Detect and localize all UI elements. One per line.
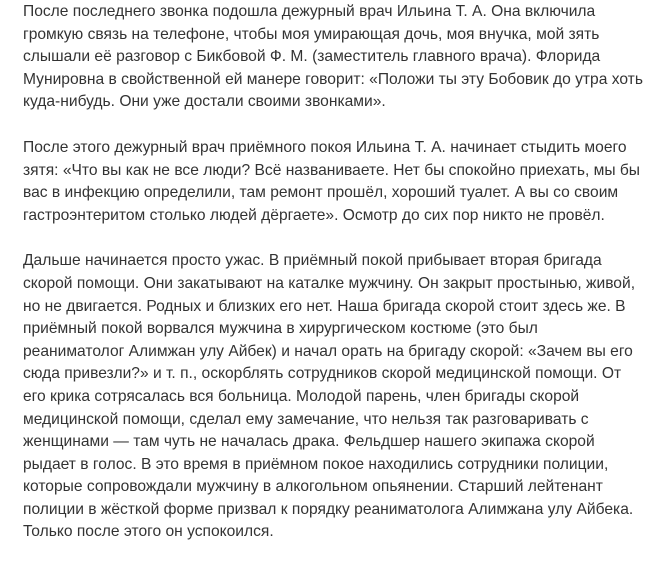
text-line: женщинами — там чуть не началась драка. Фельдшер нашего экипажа скорой [23, 433, 595, 451]
text-line: рыдает в голос. В это время в приёмном покое находились сотрудники полиции, [23, 455, 609, 473]
text-line: После этого дежурный врач приёмного покоя Ильина Т. А. начинает стыдить моего [23, 138, 627, 156]
text-line: медицинской помощи, сделал ему замечание, что нельзя так разговаривать с [23, 410, 589, 428]
text-line: реаниматолог Алимжан улу Айбек) и начал орать на бригаду скорой: «Зачем вы его [23, 342, 633, 360]
text-line: После последнего звонка подошла дежурный врач Ильина Т. А. Она включила [23, 3, 596, 20]
paragraph-3 [23, 250, 643, 544]
text-line: Мунировна в свойственной ей манере говорит: «Положи ты эту Бобовик до утра хоть [23, 70, 643, 88]
text-line: но не двигается. Родных и близких его нет. Наша бригада скорой стоит здесь же. В [23, 297, 626, 315]
text-line: зятя: «Что вы как не все люди? Всё названиваете. Нет бы спокойно приехать, мы бы [23, 161, 641, 179]
text-line: громкую связь на телефоне, чтобы моя умирающая дочь, моя внучка, мой зять [23, 25, 600, 43]
text-line: полиции в жёсткой форме призвал к порядку реаниматолога Алимжана улу Айбека. [23, 500, 634, 518]
text-line: куда-нибудь. Они уже достали своими звонками». [23, 93, 386, 111]
paragraph-2 [23, 137, 643, 227]
text-line: Дальше начинается просто ужас. В приёмный покой прибывает вторая бригада [23, 252, 602, 270]
article-body [23, 1, 643, 567]
text-line: гастроэнтеритом столько людей дёргаете». Осмотр до сих пор никто не провёл. [23, 206, 605, 224]
text-line: его крика сотрясалась вся больница. Молодой парень, член бригады скорой [23, 387, 580, 405]
text-line: Только после этого он успокоился. [23, 523, 274, 541]
text-line: приёмный покой ворвался мужчина в хирургическом костюме (это был [23, 320, 538, 338]
text-line: которые сопровождали мужчину в алкогольном опьянении. Старший лейтенант [23, 478, 603, 496]
text-line: слышали её разговор с Бикбовой Ф. М. (заместитель главного врача). Флорида [23, 48, 601, 66]
paragraph-1 [23, 1, 643, 114]
text-line: сюда привезли?» и т. п., оскорблять сотрудников скорой медицинской помощи. От [23, 365, 622, 383]
text-line: вас в инфекцию определили, там ремонт прошёл, хороший туалет. А вы со своим [23, 184, 619, 202]
text-line: скорой помощи. Они закатывают на каталке мужчину. Он закрыт простынью, живой, [23, 274, 636, 292]
